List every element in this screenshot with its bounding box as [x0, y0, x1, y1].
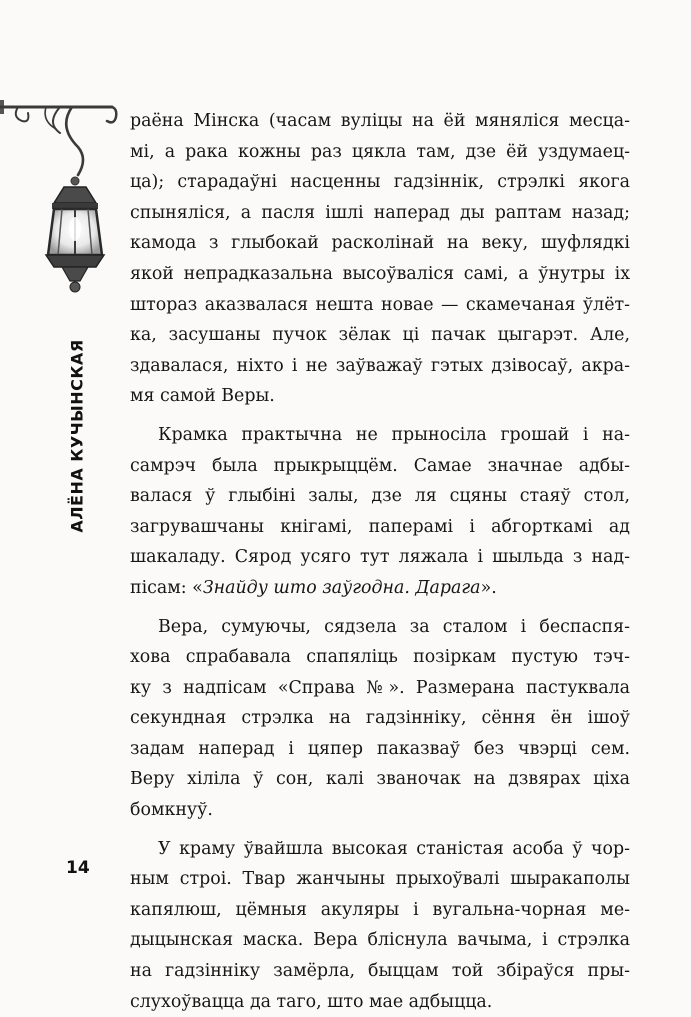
text-line: ца); старадаўні насценны гадзіннік, стрэлкі якога — [130, 172, 630, 193]
lantern-body — [46, 187, 104, 292]
text-line: загрувашчаны кнігамі, паперамі і абгорткамі ад — [130, 516, 630, 537]
text-line: У краму ўвайшла высокая станістая асоба ў чор- — [158, 838, 630, 859]
lantern-illustration — [0, 95, 130, 300]
text-line: дыцынская маска. Вера бліснула вачыма, і стрэлка — [130, 930, 630, 951]
text-line: штораз аказвалася нешта новае — скамечаная ўлёт- — [130, 294, 630, 315]
text-line — [130, 573, 630, 604]
text-line: капялюш, цёмныя акуляры і вугальна-чорная ме- — [130, 899, 630, 920]
text-fragment: ». — [480, 577, 497, 598]
text-line: якой непрадказальна высоўваліся самі, а ўнутры іх — [130, 263, 630, 284]
body-text — [130, 106, 630, 1017]
lamp-bracket — [0, 100, 116, 185]
text-line: валася ў глыбіні залы, дзе ля сцяны стаяў стол, — [130, 486, 630, 507]
text-line: Вера, сумуючы, сядзела за сталом і беспаспя- — [158, 616, 630, 637]
sign-quote: Знайду што заўгодна. Дарага — [202, 577, 481, 598]
author-name: АЛЁНА КУЧЫНСКАЯ — [67, 339, 87, 533]
text-line: бомкнуў. — [130, 800, 213, 821]
paragraph — [130, 612, 630, 826]
text-line: раёна Мінска (часам вуліцы на ёй мяняліся месца- — [130, 111, 630, 131]
text-line: слухоўвацца да таго, што мае адбыцца. — [130, 991, 493, 1012]
paragraph — [130, 420, 630, 604]
running-header-author — [66, 325, 88, 547]
text-line: спыняліся, а пасля ішлі наперад ды раптам назад; — [130, 202, 630, 223]
text-line: камода з глыбокай расколінай на веку, шуфлядкі — [130, 233, 630, 254]
text-line: ку з надпісам «Справа №». Размерана пастуквала — [130, 677, 630, 698]
text-line: здавалася, ніхто і не заўважаў гэтых дзівосаў, акра- — [130, 355, 630, 376]
text-line: Веру хіліла ў сон, калі званочак на дзвярах ціха — [130, 769, 630, 790]
text-fragment: пісам: « — [130, 577, 203, 598]
text-line: секундная стрэлка на гадзінніку, сёння ён ішоў — [130, 708, 630, 729]
text-line: самрэч была прыкрыццём. Самае значнае адбы- — [130, 455, 630, 476]
text-line: задам наперад і цяпер паказваў без чвэрці сем. — [130, 738, 630, 759]
text-line: ка, засушаны пучок зёлак ці пачак цыгарэт. Але, — [130, 325, 630, 346]
text-line: мі, а рака кожны раз цякла там, дзе ёй уздумаец- — [130, 141, 630, 162]
text-line: шакаладу. Сярод усяго тут ляжала і шыльда з над- — [130, 547, 630, 568]
text-line: Крамка практычна не прыносіла грошай і на- — [158, 424, 630, 445]
page-number: 14 — [66, 858, 90, 878]
text-line: мя самой Веры. — [130, 386, 275, 407]
paragraph — [130, 834, 630, 1017]
text-line: хова спрабавала спапяліць позіркам пустую тэч- — [130, 647, 630, 668]
text-line: ным строі. Твар жанчыны прыхоўвалі шыракаполы — [130, 869, 630, 890]
paragraph — [130, 106, 630, 412]
text-line: на гадзінніку замёрла, быццам той збіраўся пры- — [130, 961, 630, 982]
